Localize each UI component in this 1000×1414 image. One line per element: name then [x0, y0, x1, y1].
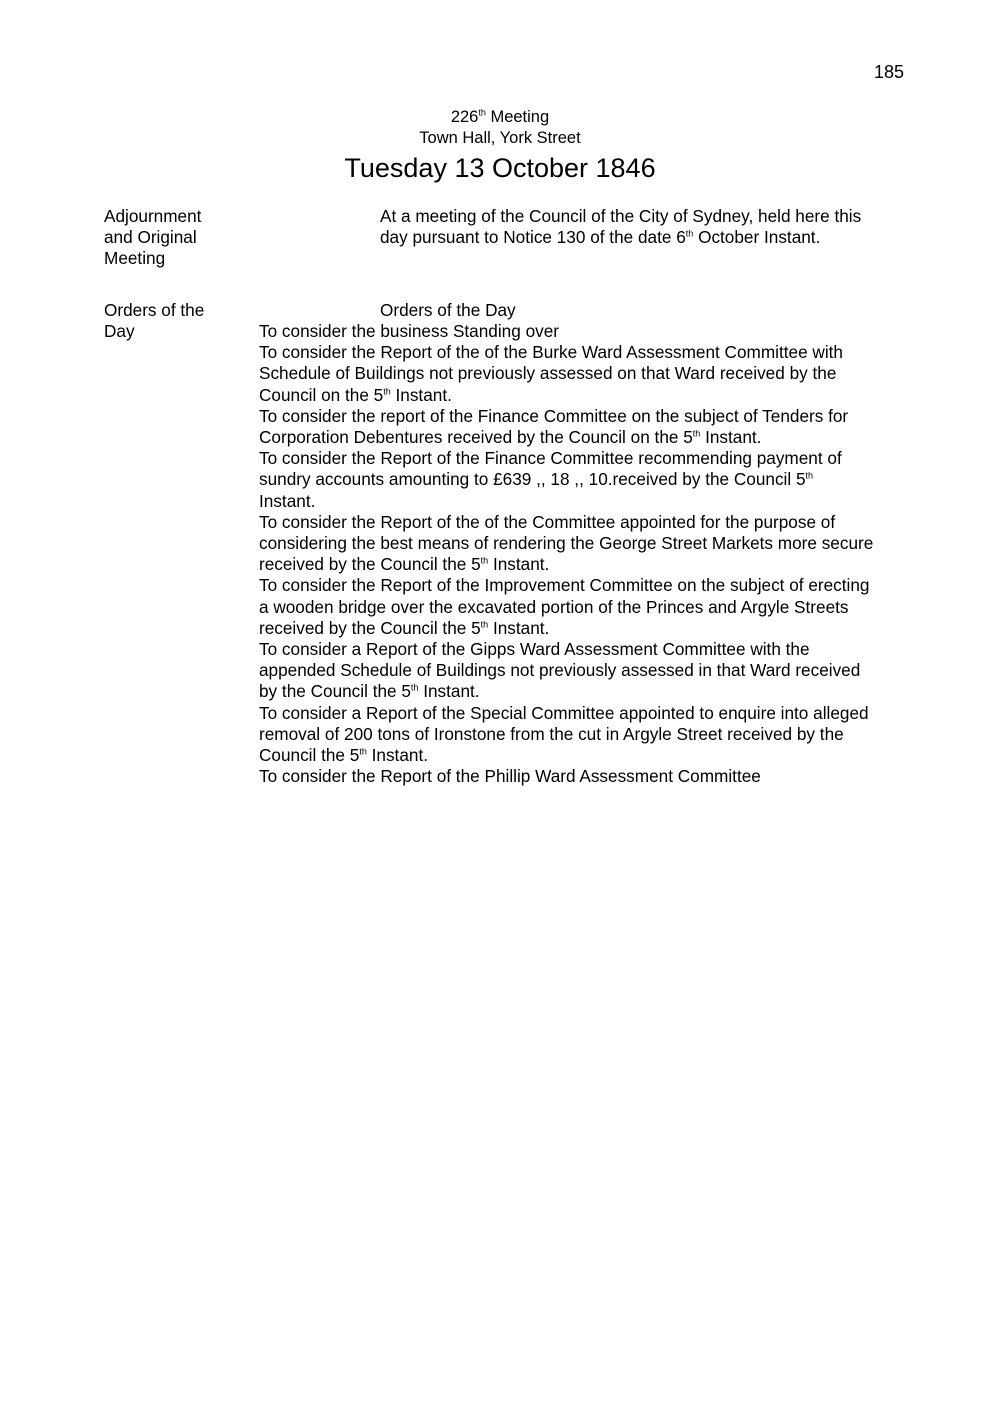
meeting-number-value: 226 [450, 108, 479, 126]
ordinal-suffix: th [359, 746, 367, 757]
line-text: Instant. [418, 681, 480, 702]
ordinal-suffix: th [480, 555, 489, 566]
line-text: Council on the 5 [259, 384, 384, 405]
adjournment-line: At a meeting of the Council of the City of Sydney, held here this [380, 206, 862, 226]
meeting-date-title: Tuesday 13 October 1846 [344, 153, 656, 183]
margin-note-line: Orders of the [104, 300, 205, 320]
adjournment-paragraph [380, 206, 920, 248]
line-text: received by the Council the 5 [259, 554, 481, 575]
order-line [259, 385, 924, 406]
order-line: To consider the Report of the Phillip Ward Assessment Committee [259, 766, 761, 787]
order-line [259, 554, 924, 575]
ordinal-suffix: th [685, 228, 694, 239]
ordinal-suffix: th [410, 682, 419, 693]
order-line: To consider the Report of the of the Committee appointed for the purpose of [259, 511, 836, 532]
line-text: Instant. [366, 745, 428, 766]
line-text: day pursuant to Notice 130 of the date 6 [380, 227, 686, 248]
order-line [259, 745, 924, 766]
order-line [259, 427, 924, 448]
order-line: To consider a Report of the Special Committee appointed to enquire into alleged [259, 702, 869, 723]
meeting-number [0, 107, 1000, 128]
margin-note-line: Adjournment [104, 206, 202, 226]
orders-of-the-day-list [259, 321, 924, 787]
order-line: To consider the Report of the Improvement Committee on the subject of erecting [259, 575, 870, 596]
orders-heading: Orders of the Day [380, 300, 516, 320]
margin-note-line: Day [104, 321, 135, 342]
line-text: Instant. [488, 554, 550, 575]
adjournment-margin-note [104, 206, 244, 270]
ordinal-suffix: th [480, 619, 489, 630]
order-line [259, 681, 924, 702]
order-line: To consider the Report of the of the Burke Ward Assessment Committee with [259, 342, 843, 363]
line-text: October Instant. [693, 227, 821, 248]
ordinal-suffix: th [692, 428, 701, 439]
line-text: received by the Council the 5 [259, 617, 481, 638]
adjournment-line [380, 227, 920, 248]
order-line: Schedule of Buildings not previously assessed on that Ward received by the [259, 363, 837, 384]
order-line [259, 469, 924, 490]
order-line: removal of 200 tons of Ironstone from the cut in Argyle Street received by the [259, 723, 844, 744]
line-text: Council the 5 [259, 745, 360, 766]
line-text: by the Council the 5 [259, 681, 411, 702]
meeting-number-suffix: th [478, 107, 486, 118]
order-line: appended Schedule of Buildings not previously assessed in that Ward received [259, 660, 861, 681]
meeting-venue: Town Hall, York Street [419, 129, 581, 147]
order-line: Instant. [259, 490, 316, 511]
line-text: Instant. [488, 617, 550, 638]
margin-note-line: and Original [104, 227, 197, 248]
order-line [259, 618, 924, 639]
order-line: To consider a Report of the Gipps Ward Assessment Committee with the [259, 639, 810, 660]
line-text: Instant. [700, 427, 762, 448]
orders-margin-note [104, 300, 244, 342]
order-line: To consider the business Standing over [259, 321, 560, 341]
order-line: To consider the report of the Finance Committee on the subject of Tenders for [259, 405, 849, 426]
line-text: Corporation Debentures received by the Council on the 5 [259, 427, 693, 448]
margin-note-line: Meeting [104, 248, 166, 269]
ordinal-suffix: th [805, 470, 814, 481]
meeting-header [0, 107, 1000, 185]
order-line: To consider the Report of the Finance Committee recommending payment of [259, 448, 842, 469]
meeting-word: Meeting [485, 108, 550, 126]
page-number: 185 [873, 62, 904, 82]
order-line: considering the best means of rendering the George Street Markets more secure [259, 533, 874, 554]
ordinal-suffix: th [383, 385, 391, 396]
line-text: sundry accounts amounting to £639 ,, 18 ,, 10.received by the Council 5 [259, 469, 806, 490]
order-line: a wooden bridge over the excavated portion of the Princes and Argyle Streets [259, 596, 849, 617]
line-text: Instant. [390, 384, 452, 405]
